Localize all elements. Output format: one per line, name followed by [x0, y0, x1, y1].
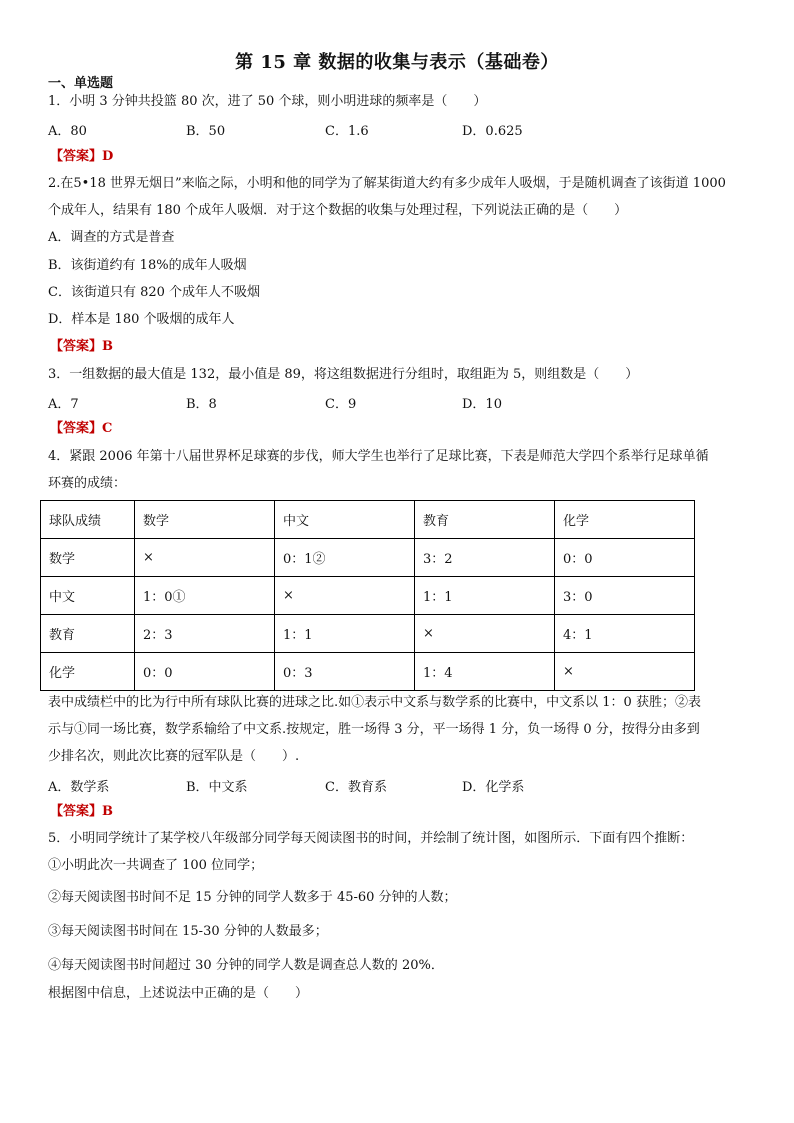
table-header-row	[41, 501, 695, 539]
option-c: C．教育系	[325, 780, 387, 795]
table-row	[41, 577, 695, 615]
question-2-option-d: D．样本是 180 个吸烟的成年人	[48, 312, 235, 327]
table-cell: ×	[135, 539, 275, 577]
table-cell: 3：0	[555, 577, 695, 615]
table-cell: 1：0①	[135, 577, 275, 615]
option-b: B．8	[186, 397, 217, 412]
question-2-answer	[50, 338, 113, 356]
question-5-item-3: ③每天阅读图书时间在 15-30 分钟的人数最多；	[48, 924, 328, 939]
answer-value: B	[102, 804, 114, 819]
page-title: 第 15 章 数据的收集与表示（基础卷）	[235, 52, 559, 73]
question-5-item-2: ②每天阅读图书时间不足 15 分钟的同学人数多于 45-60 分钟的人数；	[48, 890, 457, 905]
question-4-options	[48, 776, 748, 794]
question-2-option-a: A．调查的方式是普查	[48, 230, 175, 245]
table-cell: 中文	[275, 501, 415, 539]
answer-tag: 【答案】	[50, 421, 103, 436]
table-row	[41, 653, 695, 691]
table-cell: ×	[415, 615, 555, 653]
option-d: D．0.625	[462, 124, 523, 139]
table-cell: 1：1	[275, 615, 415, 653]
question-2-stem-line2: 个成年人，结果有 180 个成年人吸烟．对于这个数据的收集与处理过程，下列说法正确的是（ ）	[48, 203, 628, 218]
table-cell: 0：0	[135, 653, 275, 691]
table-cell: 0：1②	[275, 539, 415, 577]
question-2-stem-line1: 2.在5•18 世界无烟日”来临之际，小明和他的同学为了解某街道大约有多少成年人吸烟，于是随机调查了该街道 1000	[48, 176, 726, 191]
question-4-stem-line1: 4．紧跟 2006 年第十八届世界杯足球赛的步伐，师大学生也举行了足球比赛，下表是师范大学四个系举行足球单循	[48, 449, 709, 464]
table-cell: 化学	[555, 501, 695, 539]
question-3-options	[48, 393, 748, 411]
table-cell: 教育	[415, 501, 555, 539]
answer-value: B	[102, 339, 114, 354]
option-a: A．80	[48, 124, 87, 139]
table-cell: 数学	[135, 501, 275, 539]
answer-value: C	[102, 421, 113, 436]
table-cell: 球队成绩	[41, 501, 135, 539]
answer-tag: 【答案】	[50, 339, 103, 354]
question-5-stem: 5．小明同学统计了某学校八年级部分同学每天阅读图书的时间，并绘制了统计图，如图所示．下面有四个推断：	[48, 831, 694, 846]
table-row	[41, 615, 695, 653]
table-cell: ×	[555, 653, 695, 691]
table-cell: 1：1	[415, 577, 555, 615]
option-a: A．数学系	[48, 780, 110, 795]
table-cell: 3：2	[415, 539, 555, 577]
question-1-stem: 1．小明 3 分钟共投篮 80 次，进了 50 个球，则小明进球的频率是（ ）	[48, 94, 487, 109]
question-5-item-1: ①小明此次一共调查了 100 位同学；	[48, 858, 264, 873]
question-1-answer	[50, 148, 113, 166]
question-2-option-c: C．该街道只有 820 个成年人不吸烟	[48, 285, 261, 300]
question-3-stem: 3．一组数据的最大值是 132，最小值是 89，将这组数据进行分组时，取组距为 5，则组数是（ ）	[48, 367, 639, 382]
answer-tag: 【答案】	[50, 149, 103, 164]
answer-tag: 【答案】	[50, 804, 103, 819]
section-heading: 一、单选题	[48, 76, 114, 91]
question-3-answer	[50, 420, 112, 438]
table-cell: 数学	[41, 539, 135, 577]
table-row	[41, 539, 695, 577]
question-2-option-b: B．该街道约有 18%的成年人吸烟	[48, 258, 247, 273]
table-cell: 1：4	[415, 653, 555, 691]
option-d: D．10	[462, 397, 502, 412]
table-cell: 化学	[41, 653, 135, 691]
option-b: B．50	[186, 124, 226, 139]
question-4-note-line3: 少排名次，则此次比赛的冠军队是（ ）.	[48, 749, 300, 764]
option-a: A．7	[48, 397, 79, 412]
option-d: D．化学系	[462, 780, 525, 795]
table-cell: 4：1	[555, 615, 695, 653]
question-4-stem-line2: 环赛的成绩：	[48, 476, 127, 491]
option-c: C．9	[325, 397, 357, 412]
table-cell: 2：3	[135, 615, 275, 653]
table-cell: 教育	[41, 615, 135, 653]
table-cell: 0：3	[275, 653, 415, 691]
answer-value: D	[102, 149, 114, 164]
table-cell: 0：0	[555, 539, 695, 577]
option-c: C．1.6	[325, 124, 369, 139]
question-4-note-line1: 表中成绩栏中的比为行中所有球队比赛的进球之比.如①表示中文系与数学系的比赛中，中文系以 1：0 获胜；②表	[48, 695, 701, 710]
question-4-note-line2: 示与①同一场比赛，数学系输给了中文系.按规定，胜一场得 3 分，平一场得 1 分，负一场得 0 分，按得分由多到	[48, 722, 700, 737]
table-cell: ×	[275, 577, 415, 615]
option-b: B．中文系	[186, 780, 248, 795]
table-cell: 中文	[41, 577, 135, 615]
question-1-options	[48, 120, 748, 138]
score-table	[40, 500, 695, 691]
question-4-answer	[50, 803, 113, 821]
question-5-item-4: ④每天阅读图书时间超过 30 分钟的同学人数是调查总人数的 20%．	[48, 958, 444, 973]
question-5-ask: 根据图中信息，上述说法中正确的是（ ）	[48, 986, 309, 1001]
